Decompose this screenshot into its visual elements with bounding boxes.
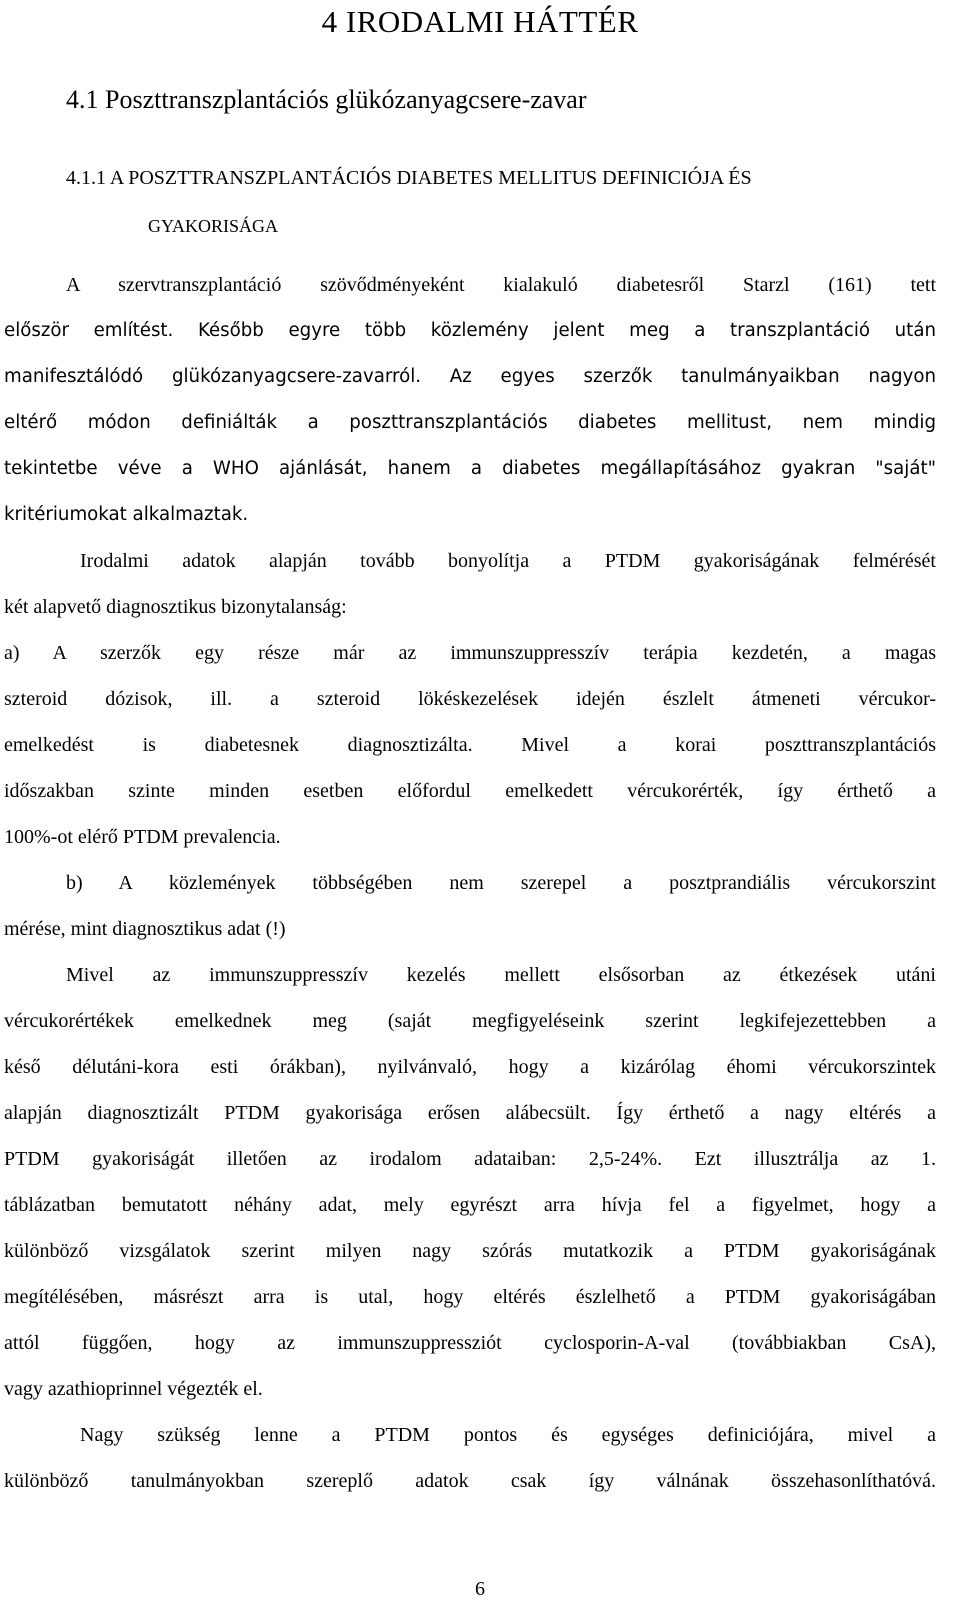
text-line-19: alapján diagnosztizált PTDM gyakorisága erősen alábecsült. Így érthető a nagy eltérés a	[4, 1102, 936, 1124]
text-line-15: mérése, mint diagnosztikus adat (!)	[4, 918, 286, 940]
text-line-20: PTDM gyakoriságát illetően az irodalom adataiban: 2,5-24%. Ezt illusztrálja az 1.	[4, 1148, 936, 1170]
text-line-25: vagy azathioprinnel végezték el.	[4, 1378, 263, 1400]
text-line-27: különböző tanulmányokban szereplő adatok csak így válnának összehasonlíthatóvá.	[4, 1470, 936, 1492]
text-line-13: 100%-ot elérő PTDM prevalencia.	[4, 826, 281, 848]
text-line-12: időszakban szinte minden esetben előfordul emelkedett vércukorérték, így érthető a	[4, 780, 936, 802]
page-number: 6	[475, 1578, 485, 1600]
text-line-11: emelkedést is diabetesnek diagnosztizálta. Mivel a korai poszttranszplantációs	[4, 734, 936, 756]
text-line-21: táblázatban bemutatott néhány adat, mely egyrészt arra hívja fel a figyelmet, hogy a	[4, 1194, 936, 1216]
text-line-3: manifesztálódó glükózanyagcsere-zavarról. Az egyes szerzők tanulmányaikban nagyon	[4, 366, 936, 387]
subsection-heading-line1: 4.1.1 A POSZTTRANSZPLANTÁCIÓS DIABETES MELLITUS DEFINICIÓJA ÉS	[66, 167, 752, 189]
text-line-16: Mivel az immunszuppresszív kezelés mellett elsősorban az étkezések utáni	[66, 964, 936, 986]
chapter-heading: 4 IRODALMI HÁTTÉR	[321, 4, 639, 39]
text-line-24: attól függően, hogy az immunszuppressziót cyclosporin-A-val (továbbiakban CsA),	[4, 1332, 936, 1354]
text-line-4: eltérő módon definiálták a poszttranszplantációs diabetes mellitust, nem mindig	[4, 412, 936, 433]
text-line-14: b) A közlemények többségében nem szerepel a posztprandiális vércukorszint	[66, 872, 936, 894]
text-line-1: A szervtranszplantáció szövődményeként kialakuló diabetesről Starzl (161) tett	[66, 274, 936, 296]
text-line-18: késő délutáni-kora esti órákban), nyilvánvaló, hogy a kizárólag éhomi vércukorszintek	[4, 1056, 936, 1078]
subsection-heading-line2: GYAKORISÁGA	[148, 216, 279, 236]
text-line-6: kritériumokat alkalmaztak.	[4, 504, 249, 525]
text-line-17: vércukorértékek emelkednek meg (saját megfigyeléseink szerint legkifejezettebben a	[4, 1010, 936, 1032]
section-heading: 4.1 Poszttranszplantációs glükózanyagcsere-zavar	[66, 85, 587, 114]
text-line-8: két alapvető diagnosztikus bizonytalanság:	[4, 596, 347, 618]
text-line-2: először említést. Később egyre több közlemény jelent meg a transzplantáció után	[4, 320, 936, 341]
text-line-22: különböző vizsgálatok szerint milyen nagy szórás mutatkozik a PTDM gyakoriságának	[4, 1240, 936, 1262]
text-line-26: Nagy szükség lenne a PTDM pontos és egységes definiciójára, mivel a	[80, 1424, 936, 1446]
text-line-5: tekintetbe véve a WHO ajánlását, hanem a diabetes megállapításához gyakran "saját"	[4, 458, 936, 479]
text-line-9: a) A szerzők egy része már az immunszuppresszív terápia kezdetén, a magas	[4, 642, 936, 664]
text-line-10: szteroid dózisok, ill. a szteroid lökéskezelések idején észlelt átmeneti vércukor-	[4, 688, 936, 710]
text-line-7: Irodalmi adatok alapján tovább bonyolítja a PTDM gyakoriságának felmérését	[80, 550, 936, 572]
text-line-23: megítélésében, másrészt arra is utal, hogy eltérés észlelhető a PTDM gyakoriságában	[4, 1286, 936, 1308]
